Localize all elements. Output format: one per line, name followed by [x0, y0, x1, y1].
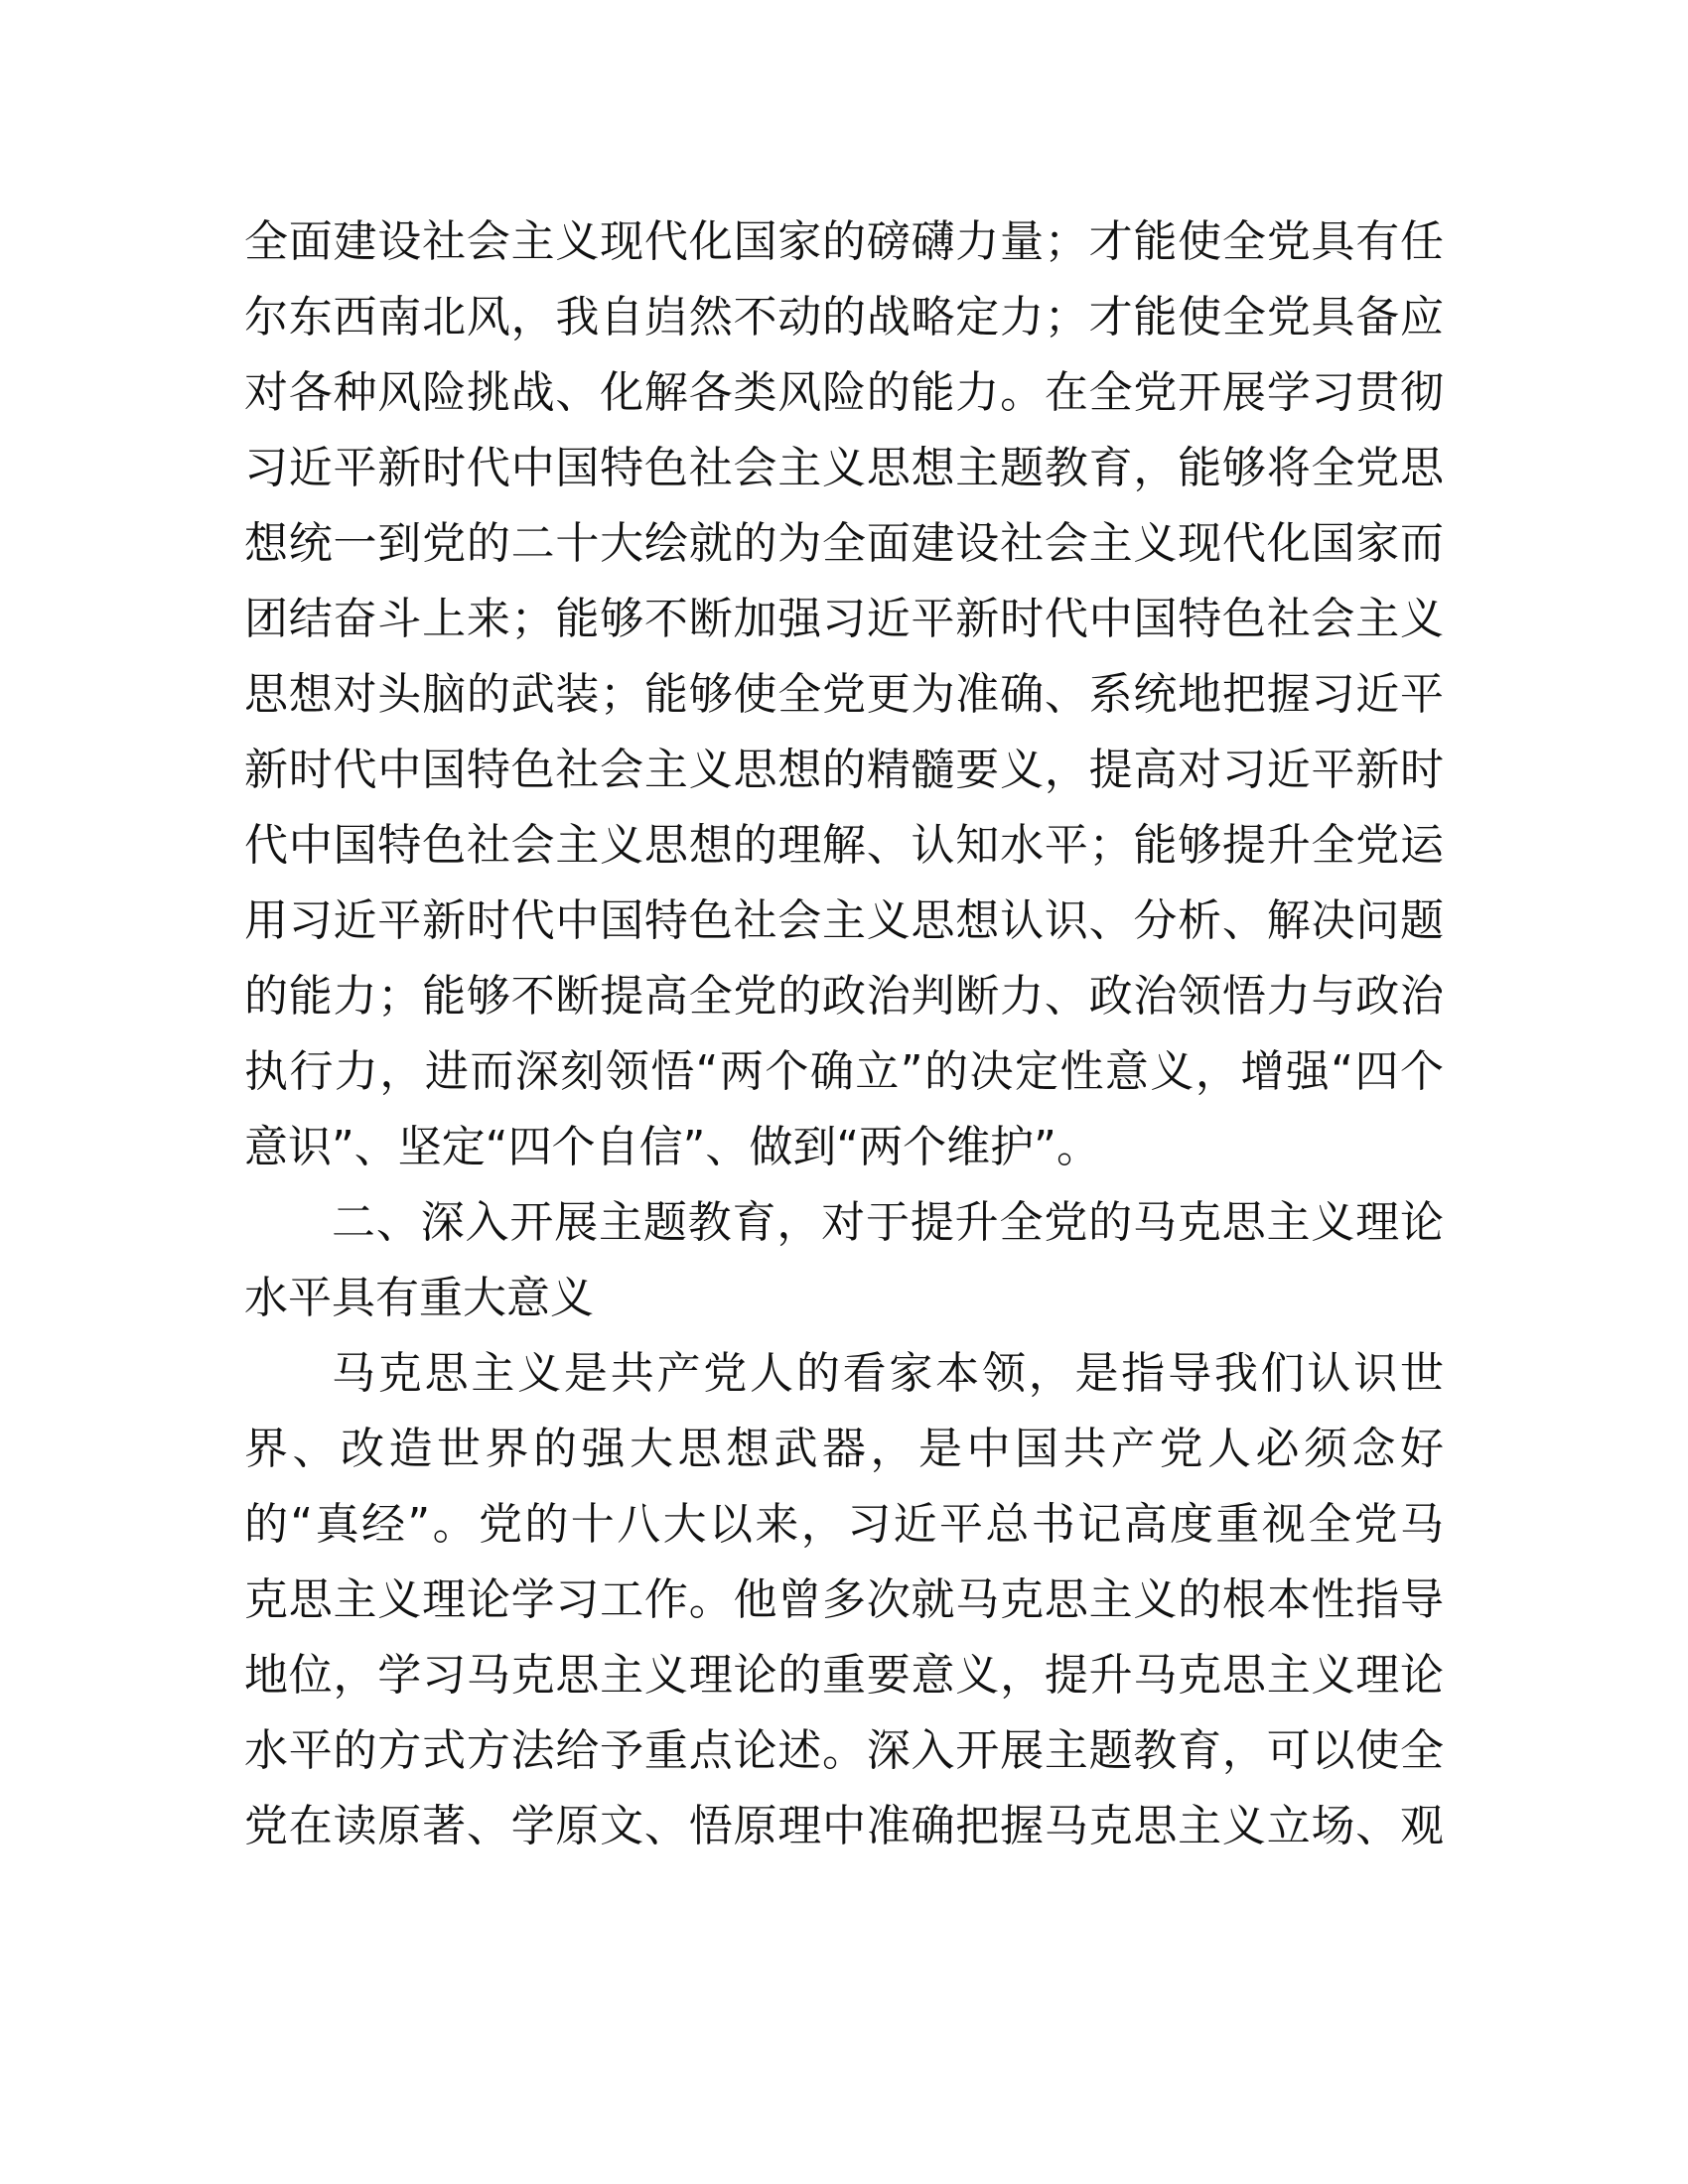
text-line: 新时代中国特色社会主义思想的精髓要义，提高对习近平新时	[244, 745, 1444, 795]
text-line: 尔东西南北风，我自岿然不动的战略定力；才能使全党具备应	[244, 292, 1444, 342]
text-line: 习近平新时代中国特色社会主义思想主题教育，能够将全党思	[244, 443, 1444, 493]
text-line: 党在读原著、学原文、悟原理中准确把握马克思主义立场、观	[244, 1801, 1444, 1851]
heading-line: 二、深入开展主题教育，对于提升全党的马克思主义理论	[332, 1197, 1444, 1248]
text-line: 想统一到党的二十大绘就的为全面建设社会主义现代化国家而	[244, 518, 1444, 569]
text-line: 团结奋斗上来；能够不断加强习近平新时代中国特色社会主义	[244, 594, 1444, 644]
text-line: 意识”、坚定“四个自信”、做到“两个维护”。	[244, 1122, 1100, 1172]
text-line: 的能力；能够不断提高全党的政治判断力、政治领悟力与政治	[244, 971, 1444, 1022]
text-line: 地位，学习马克思主义理论的重要意义，提升马克思主义理论	[244, 1650, 1444, 1701]
text-line: 用习近平新时代中国特色社会主义思想认识、分析、解决问题	[244, 895, 1444, 946]
section-heading	[244, 1185, 1444, 1336]
text-line: 对各种风险挑战、化解各类风险的能力。在全党开展学习贯彻	[244, 367, 1444, 418]
paragraph	[244, 1336, 1444, 1864]
text-line: 思想对头脑的武装；能够使全党更为准确、系统地把握习近平	[244, 669, 1444, 720]
text-line: 执行力，进而深刻领悟“两个确立”的决定性意义，增强“四个	[244, 1046, 1444, 1097]
text-line: 界、改造世界的强大思想武器，是中国共产党人必须念好	[244, 1424, 1444, 1474]
paragraph-continuation	[244, 205, 1444, 1185]
text-line: 克思主义理论学习工作。他曾多次就马克思主义的根本性指导	[244, 1574, 1444, 1625]
text-line: 马克思主义是共产党人的看家本领，是指导我们认识世	[332, 1348, 1444, 1399]
text-line: 水平的方式方法给予重点论述。深入开展主题教育，可以使全	[244, 1725, 1444, 1776]
text-line: 代中国特色社会主义思想的理解、认知水平；能够提升全党运	[244, 820, 1444, 871]
heading-line: 水平具有重大意义	[244, 1273, 594, 1323]
text-line: 的“真经”。党的十八大以来，习近平总书记高度重视全党马	[244, 1499, 1444, 1550]
text-line: 全面建设社会主义现代化国家的磅礴力量；才能使全党具有任	[244, 216, 1444, 267]
document-body	[244, 205, 1444, 1864]
